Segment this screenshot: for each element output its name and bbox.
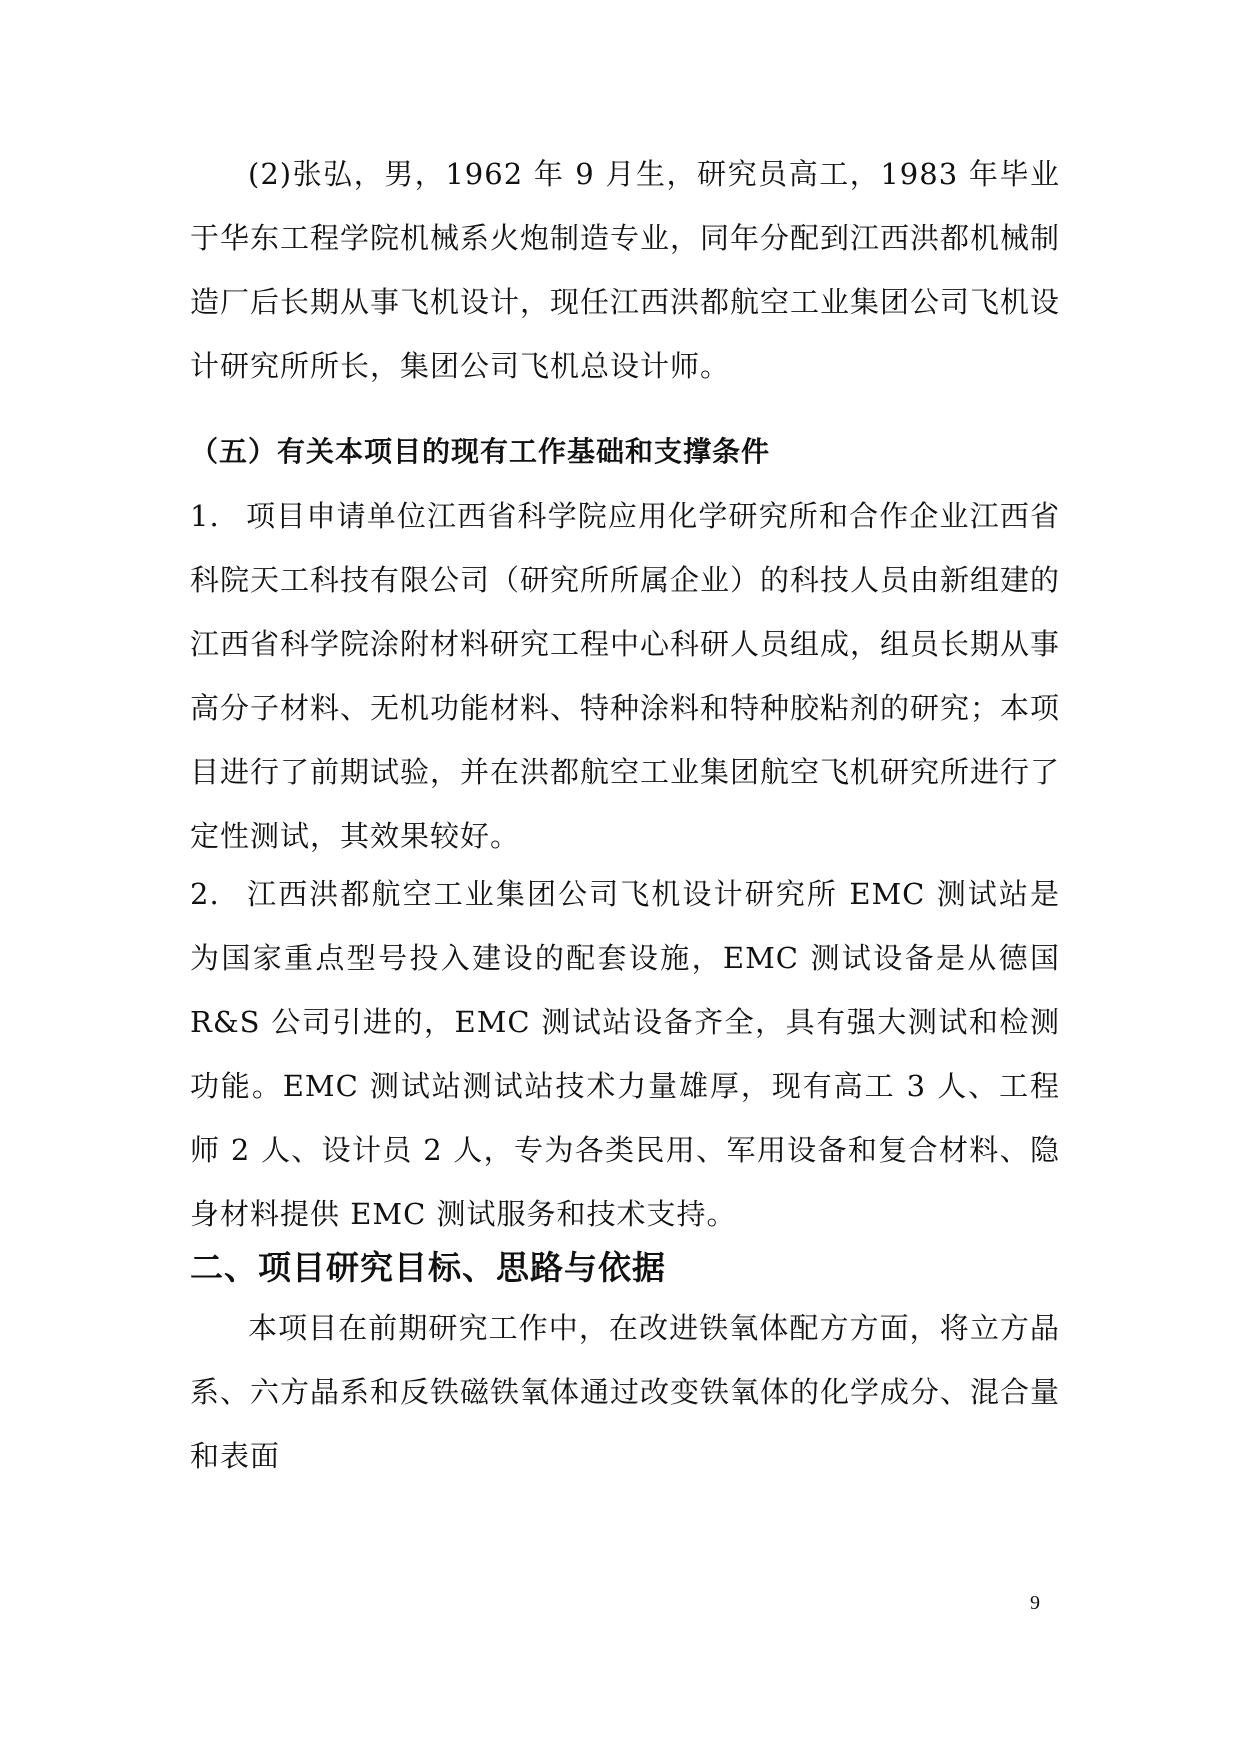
list-item-2 — [190, 862, 1060, 1246]
list-item-1 — [190, 484, 1060, 868]
list-item-text: 项目申请单位江西省科学院应用化学研究所和合作企业江西省科院天工科技有限公司（研究所所属企业）的科技人员由新组建的江西省科学院涂附材料研究工程中心科研人员组成，组员长期从事高分子材料、无机功能材料、特种涂料和特种胶粘剂的研究；本项目进行了前期试验，并在洪都航空工业集团航空飞机研究所进行了定性测试，其效果较好。 — [190, 499, 1061, 853]
section-heading-two: 二、项目研究目标、思路与依据 — [190, 1248, 666, 1287]
page-number: 9 — [1030, 1592, 1040, 1614]
paragraph-research-goal: 本项目在前期研究工作中，在改进铁氧体配方方面，将立方晶系、六方晶系和反铁磁铁氧体通过改变铁氧体的化学成分、混合量和表面 — [190, 1311, 1061, 1473]
list-item-number: 1. — [190, 499, 220, 533]
paragraph-zhang-hong: (2)张弘，男，1962 年 9 月生，研究员高工，1983 年毕业于华东工程学院机械系火炮制造专业，同年分配到江西洪都机械制造厂后长期从事飞机设计，现任江西洪都航空工业集团公司飞机设计研究所所长，集团公司飞机总设计师。 — [190, 157, 1061, 383]
list-item-text: 江西洪都航空工业集团公司飞机设计研究所 EMC 测试站是为国家重点型号投入建设的配套设施，EMC 测试设备是从德国 R&S 公司引进的，EMC 测试站设备齐全，具有强大测试和检测功能。EMC 测试站测试站技术力量雄厚，现有高工 3 人、工程师 2 人、设计员 2 人，专为各类民用、军用设备和复合材料、隐身材料提供 EMC 测试服务和技术支持。 — [190, 877, 1060, 1231]
list-item-number: 2. — [190, 877, 220, 911]
section-heading-five: （五）有关本项目的现有工作基础和支撑条件 — [190, 435, 771, 468]
